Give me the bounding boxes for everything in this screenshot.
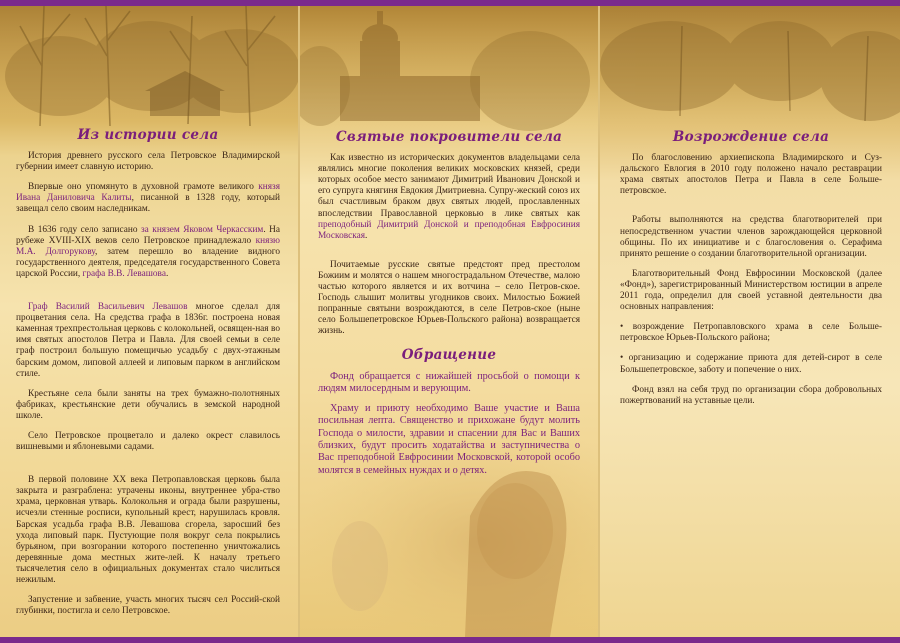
history-paragraph: История древнего русского села Петровское Владимирской губернии имеет славную историю. bbox=[16, 151, 280, 173]
list-item: • возрождение Петропавловского храма в селе Больше-петровское Юрьев-Польского района; bbox=[620, 322, 882, 344]
highlight-name: за князем Яковом Черкасским bbox=[140, 224, 264, 235]
highlight-name: князю М.А. Долгорукову bbox=[16, 235, 280, 257]
history-paragraph: В первой половине XX века Петропавловская церковь была закрыта и разграблена: утрачены иконы, внутреннее убра-ство храма, церковная утварь. Колокольня и ограда были разрушены, исчезли стенные росписи, купольный крест, нарушилась кровля. Барская усадьба графа В.В. Левашова сгорела, заросший без ухода липовый парк. Пустующие поля вокруг села покрылись бурьяном, при возгорании которого постепенно уничтожались деревянные дома местных жите-лей. К началу третьего тысячелетия село в официальных документах стало числиться нежилым. bbox=[16, 475, 280, 585]
directions-list bbox=[620, 322, 882, 375]
bottom-border-band bbox=[0, 637, 900, 643]
saints-paragraph: Почитаемые русские святые предстоят пред престолом Божиим и молятся о нашем многострадальном Отечестве, малою частью которого является и их вотчина – село Петров-ское. Господь слышит молитвы угодников своих. Милостью Божией попранные святыни возрождаются, в селе Петров-ское (ныне село Большепетровское Юрьев-Польского района) возвращается жизнь. bbox=[318, 259, 580, 337]
revival-text bbox=[620, 129, 882, 416]
history-paragraph: Впервые оно упомянуто в духовной грамоте великого князя Ивана Даниловича Калиты, писанной в 1328 году, который завещал село своим наследникам. bbox=[16, 182, 280, 215]
revival-paragraph: Фонд взял на себя труд по организации сбора добровольных пожертвований на уставные цели. bbox=[620, 384, 882, 406]
history-paragraph: В 1636 году село записано за князем Яковом Черкасским. На рубеже XVIII-XIX веков село Петровское принадлежало князю М.А. Долгорукову, затем перешло во владение видного государственного деятеля, председателя государственного Совета царской России, графа В.В. Левашова. bbox=[16, 224, 280, 279]
highlight-name: князя Ивана Даниловича Калиты bbox=[16, 182, 280, 204]
history-paragraph: Запустение и забвение, участь многих тысяч сел Россий-ской глубинки, постигла и село Петровское. bbox=[16, 595, 280, 617]
revival-paragraph: Работы выполняются на средства благотворителей при непосредственном участии членов зарождающейся церковной общины. По их инициативе и с благословения о. Серафима принято решение о создании благотворительной организации. bbox=[620, 215, 882, 259]
appeal-text bbox=[318, 371, 580, 477]
saints-title: Святые покровители села bbox=[335, 129, 563, 145]
history-paragraph: Село Петровское процветало и далеко окрест славилось вишневыми и яблоневыми садами. bbox=[16, 430, 280, 453]
fold-line bbox=[598, 6, 600, 637]
highlight-name: графа В.В. Левашова bbox=[82, 268, 166, 279]
appeal-title: Обращение bbox=[401, 346, 497, 363]
history-text bbox=[16, 127, 280, 626]
fold-line bbox=[298, 6, 300, 637]
history-paragraph: Крестьяне села были заняты на трех бумажно-полотняных фабриках, крестьянские дети обучались в земской народной школе. bbox=[16, 388, 280, 421]
list-item: • организацию и содержание приюта для детей-сирот в селе Большепетровское, заботу и попечение о них. bbox=[620, 353, 882, 375]
appeal-paragraph: Фонд обращается с нижайшей просьбой о помощи к людям милосердным и верующим. bbox=[318, 370, 580, 394]
highlight-name: Граф Василий Васильевич Левашов bbox=[28, 302, 188, 313]
history-title: Из истории села bbox=[77, 127, 219, 143]
saints-paragraph: Как известно из исторических документов владельцами села являлись многие поколения великих московских князей, среди которых особое место занимают Димитрий Иванович Донской и его супруга княгиня Евдокия Дмитриевна. Супру-жеский союз их был счастливым браком двух святых людей, прославленных впоследствии Православной церковью в лике святых как преподобный Димитрий Донской и преподобная Евфросиния Московская. bbox=[318, 153, 580, 241]
saints-text bbox=[318, 129, 580, 485]
revival-title: Возрождение села bbox=[672, 129, 830, 145]
revival-paragraph: По благословению архиепископа Владимирского и Суз-дальского Евлогия в 2010 году положено начало реставрации храма святых апостолов Петра и Павла в селе Больше-петровское. bbox=[620, 153, 882, 197]
panel-patron-saints bbox=[300, 6, 598, 637]
top-border-band bbox=[0, 0, 900, 6]
appeal-paragraph: Храму и приюту необходимо Ваше участие и Ваша посильная лепта. Священство и прихожане будут молить Господа о милости, здравии и спасении для Вас и Ваших близких, будут просить ходатайства и заступничества о Вас преподобной Евфросинии Московской, которой особо молятся в семейных нуждах и о детях. bbox=[318, 403, 580, 476]
history-paragraph: Граф Василий Васильевич Левашов многое сделал для процветания села. На средства графа в 1836г. построена новая каменная трехпрестольная церковь с колокольней, освящен-ная во имя святых апостолов Петра и Павла. Для своей семьи в селе граф построил большую помещичью усадьбу с двух-этажным барским домом, липовой аллеей и липовым парком в английском стиле. bbox=[16, 302, 280, 379]
panel-history bbox=[0, 6, 298, 637]
highlight-name: преподобный Димитрий Донской и преподобная Евфросиния Московская bbox=[318, 219, 580, 241]
revival-paragraph: Благотворительный Фонд Евфросинии Московской (далее «Фонд»), зарегистрированный Министерством юстиции в апреле 2011 года, определил для своей уставной деятельности два основных направления: bbox=[620, 268, 882, 313]
panel-revival bbox=[600, 6, 900, 637]
